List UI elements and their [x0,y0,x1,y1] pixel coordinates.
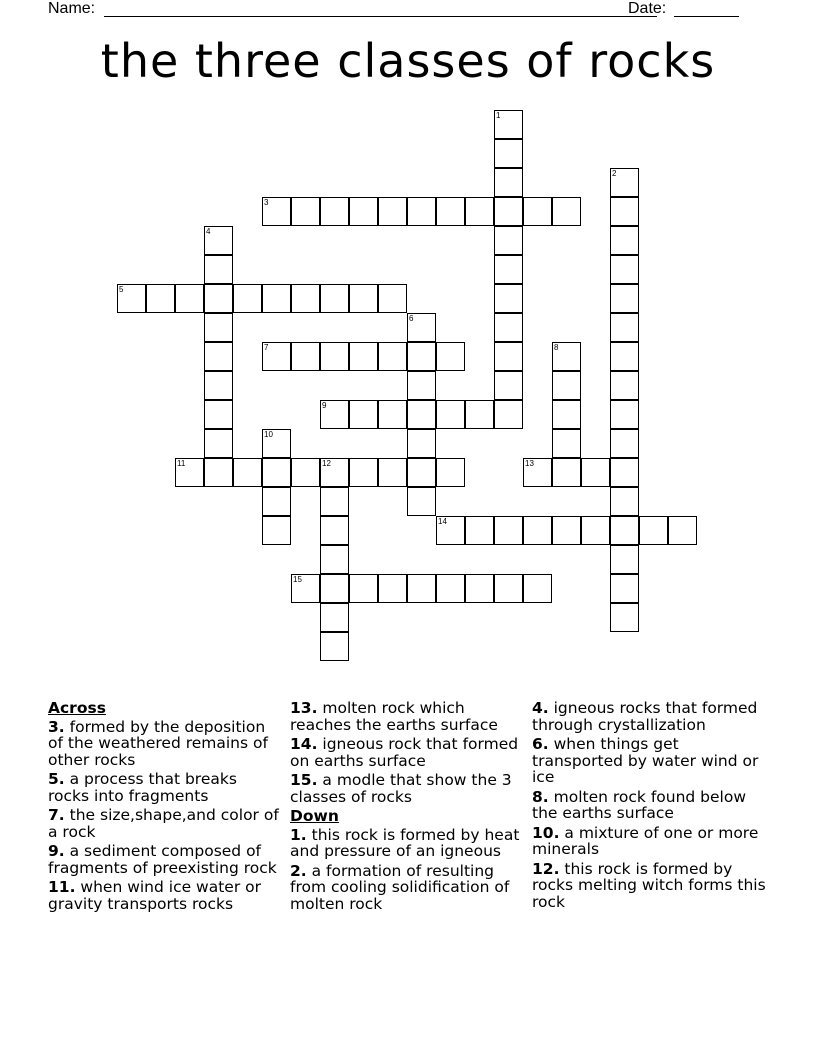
grid-cell[interactable] [494,313,523,342]
clue-down-6: 6. when things get transported by water wind or ice [532,735,759,786]
clue-down-2: 2. a formation of resulting from cooling solidification of molten rock [290,861,510,913]
grid-cell[interactable] [465,197,494,226]
clue-down-1: 1. this rock is formed by heat and pressure of an igneous [290,825,520,860]
grid-cell[interactable] [465,516,494,545]
grid-cell[interactable] [639,516,668,545]
grid-cell[interactable] [204,458,233,487]
grid-cell[interactable] [407,458,436,487]
grid-cell[interactable] [581,458,610,487]
grid-cell[interactable] [523,197,552,226]
grid-cell[interactable] [378,458,407,487]
grid-cell[interactable] [436,400,465,429]
grid-cell[interactable] [349,197,378,226]
grid-cell[interactable] [291,458,320,487]
grid-cell[interactable] [262,458,291,487]
grid-cell[interactable] [494,139,523,168]
grid-cell[interactable] [204,226,233,255]
cell-number: 11 [177,459,186,468]
grid-cell[interactable] [378,342,407,371]
grid-cell[interactable] [204,371,233,400]
grid-cell[interactable] [407,342,436,371]
grid-cell[interactable] [610,342,639,371]
grid-cell[interactable] [262,516,291,545]
grid-cell[interactable] [552,400,581,429]
grid-cell[interactable] [233,458,262,487]
cell-number: 8 [554,343,559,352]
cell-number: 6 [409,314,414,323]
page-title: the three classes of rocks [100,34,716,88]
date-label: Date: [628,0,667,17]
clue-down-12: 12. this rock is formed by rocks melting witch forms this rock [532,859,766,911]
grid-cell[interactable] [523,574,552,603]
grid-cell[interactable] [320,632,349,661]
grid-cell[interactable] [610,255,639,284]
grid-cell[interactable] [494,197,523,226]
grid-cell[interactable] [494,226,523,255]
down-heading: Down [290,807,339,825]
grid-cell[interactable] [610,574,639,603]
clue-across-11: 11. when wind ice water or gravity transports rocks [48,878,262,913]
grid-cell[interactable] [349,342,378,371]
grid-cell[interactable] [262,197,291,226]
cell-number: 13 [525,459,534,468]
clue-across-14: 14. igneous rock that formed on earths surface [290,735,519,770]
grid-cell[interactable] [552,342,581,371]
clues-column-3 [532,700,768,913]
grid-cell[interactable] [262,284,291,313]
grid-cell[interactable] [291,197,320,226]
grid-cell[interactable] [436,458,465,487]
grid-cell[interactable] [320,516,349,545]
grid-cell[interactable] [494,342,523,371]
grid-cell[interactable] [204,400,233,429]
grid-cell[interactable] [175,284,204,313]
grid-cell[interactable] [320,487,349,516]
cell-number: 2 [612,169,617,178]
grid-cell[interactable] [494,168,523,197]
grid-cell[interactable] [407,429,436,458]
grid-cell[interactable] [204,342,233,371]
grid-cell[interactable] [436,342,465,371]
grid-cell[interactable] [204,313,233,342]
grid-cell[interactable] [407,400,436,429]
grid-cell[interactable] [378,284,407,313]
grid-cell[interactable] [204,255,233,284]
clue-down-8: 8. molten rock found below the earths surface [532,787,747,822]
grid-cell[interactable] [262,429,291,458]
grid-cell[interactable] [494,371,523,400]
grid-cell[interactable] [581,516,610,545]
grid-cell[interactable] [378,574,407,603]
grid-cell[interactable] [204,284,233,313]
grid-cell[interactable] [407,371,436,400]
grid-cell[interactable] [610,371,639,400]
grid-cell[interactable] [494,110,523,139]
grid-cell[interactable] [610,429,639,458]
clues-column-2 [290,700,522,915]
cell-number: 9 [322,401,327,410]
grid-cell[interactable] [436,516,465,545]
grid-cell[interactable] [378,197,407,226]
clue-across-5: 5. a process that breaks rocks into fragments [48,770,237,805]
grid-cell[interactable] [291,284,320,313]
grid-cell[interactable] [465,400,494,429]
cell-number: 12 [322,459,331,468]
grid-cell[interactable] [552,458,581,487]
cell-number: 7 [264,343,269,352]
grid-cell[interactable] [610,400,639,429]
cell-number: 4 [206,227,211,236]
grid-cell[interactable] [320,197,349,226]
grid-cell[interactable] [349,458,378,487]
grid-cell[interactable] [494,255,523,284]
grid-cell[interactable] [552,371,581,400]
grid-cell[interactable] [436,574,465,603]
grid-cell[interactable] [407,574,436,603]
grid-cell[interactable] [291,342,320,371]
clue-down-10: 10. a mixture of one or more minerals [532,823,759,858]
cell-number: 3 [264,198,269,207]
grid-cell[interactable] [204,429,233,458]
across-heading: Across [48,699,106,717]
grid-cell[interactable] [320,574,349,603]
cell-number: 15 [293,575,302,584]
grid-cell[interactable] [523,516,552,545]
grid-cell[interactable] [291,574,320,603]
cell-number: 5 [119,285,124,294]
grid-cell[interactable] [610,516,639,545]
cell-number: 10 [264,430,273,439]
grid-cell[interactable] [552,516,581,545]
grid-cell[interactable] [262,342,291,371]
grid-cell[interactable] [610,545,639,574]
grid-cell[interactable] [610,313,639,342]
clue-across-7: 7. the size,shape,and color of a rock [48,806,279,841]
grid-cell[interactable] [523,458,552,487]
grid-cell[interactable] [436,197,465,226]
grid-cell[interactable] [610,284,639,313]
grid-cell[interactable] [378,400,407,429]
grid-cell[interactable] [320,458,349,487]
grid-cell[interactable] [320,400,349,429]
grid-cell[interactable] [494,284,523,313]
grid-cell[interactable] [610,168,639,197]
clue-down-4: 4. igneous rocks that formed through crystallization [532,699,758,734]
clue-across-15: 15. a modle that show the 3 classes of rocks [290,771,512,806]
grid-cell[interactable] [175,458,204,487]
grid-cell[interactable] [320,342,349,371]
name-label: Name: [48,0,96,17]
cell-number: 14 [438,517,447,526]
grid-cell[interactable] [320,284,349,313]
grid-cell[interactable] [610,226,639,255]
cell-number: 1 [496,111,501,120]
grid-cell[interactable] [610,458,639,487]
grid-cell[interactable] [117,284,146,313]
grid-cell[interactable] [407,197,436,226]
clue-across-13: 13. molten rock which reaches the earths surface [290,699,498,734]
grid-cell[interactable] [494,400,523,429]
grid-cell[interactable] [494,516,523,545]
grid-cell[interactable] [610,197,639,226]
grid-cell[interactable] [262,487,291,516]
grid-cell[interactable] [552,197,581,226]
grid-cell[interactable] [407,313,436,342]
grid-cell[interactable] [610,487,639,516]
grid-cell[interactable] [610,603,639,632]
grid-cell[interactable] [349,574,378,603]
grid-cell[interactable] [349,400,378,429]
grid-cell[interactable] [494,574,523,603]
grid-cell[interactable] [233,284,262,313]
clues-column-1 [48,700,280,915]
grid-cell[interactable] [465,574,494,603]
grid-cell[interactable] [146,284,175,313]
clue-across-3: 3. formed by the deposition of the weathered remains of other rocks [48,717,268,769]
grid-cell[interactable] [668,516,697,545]
grid-cell[interactable] [552,429,581,458]
clue-across-9: 9. a sediment composed of fragments of preexisting rock [48,842,277,877]
grid-cell[interactable] [320,545,349,574]
grid-cell[interactable] [320,603,349,632]
grid-cell[interactable] [349,284,378,313]
grid-cell[interactable] [407,487,436,516]
